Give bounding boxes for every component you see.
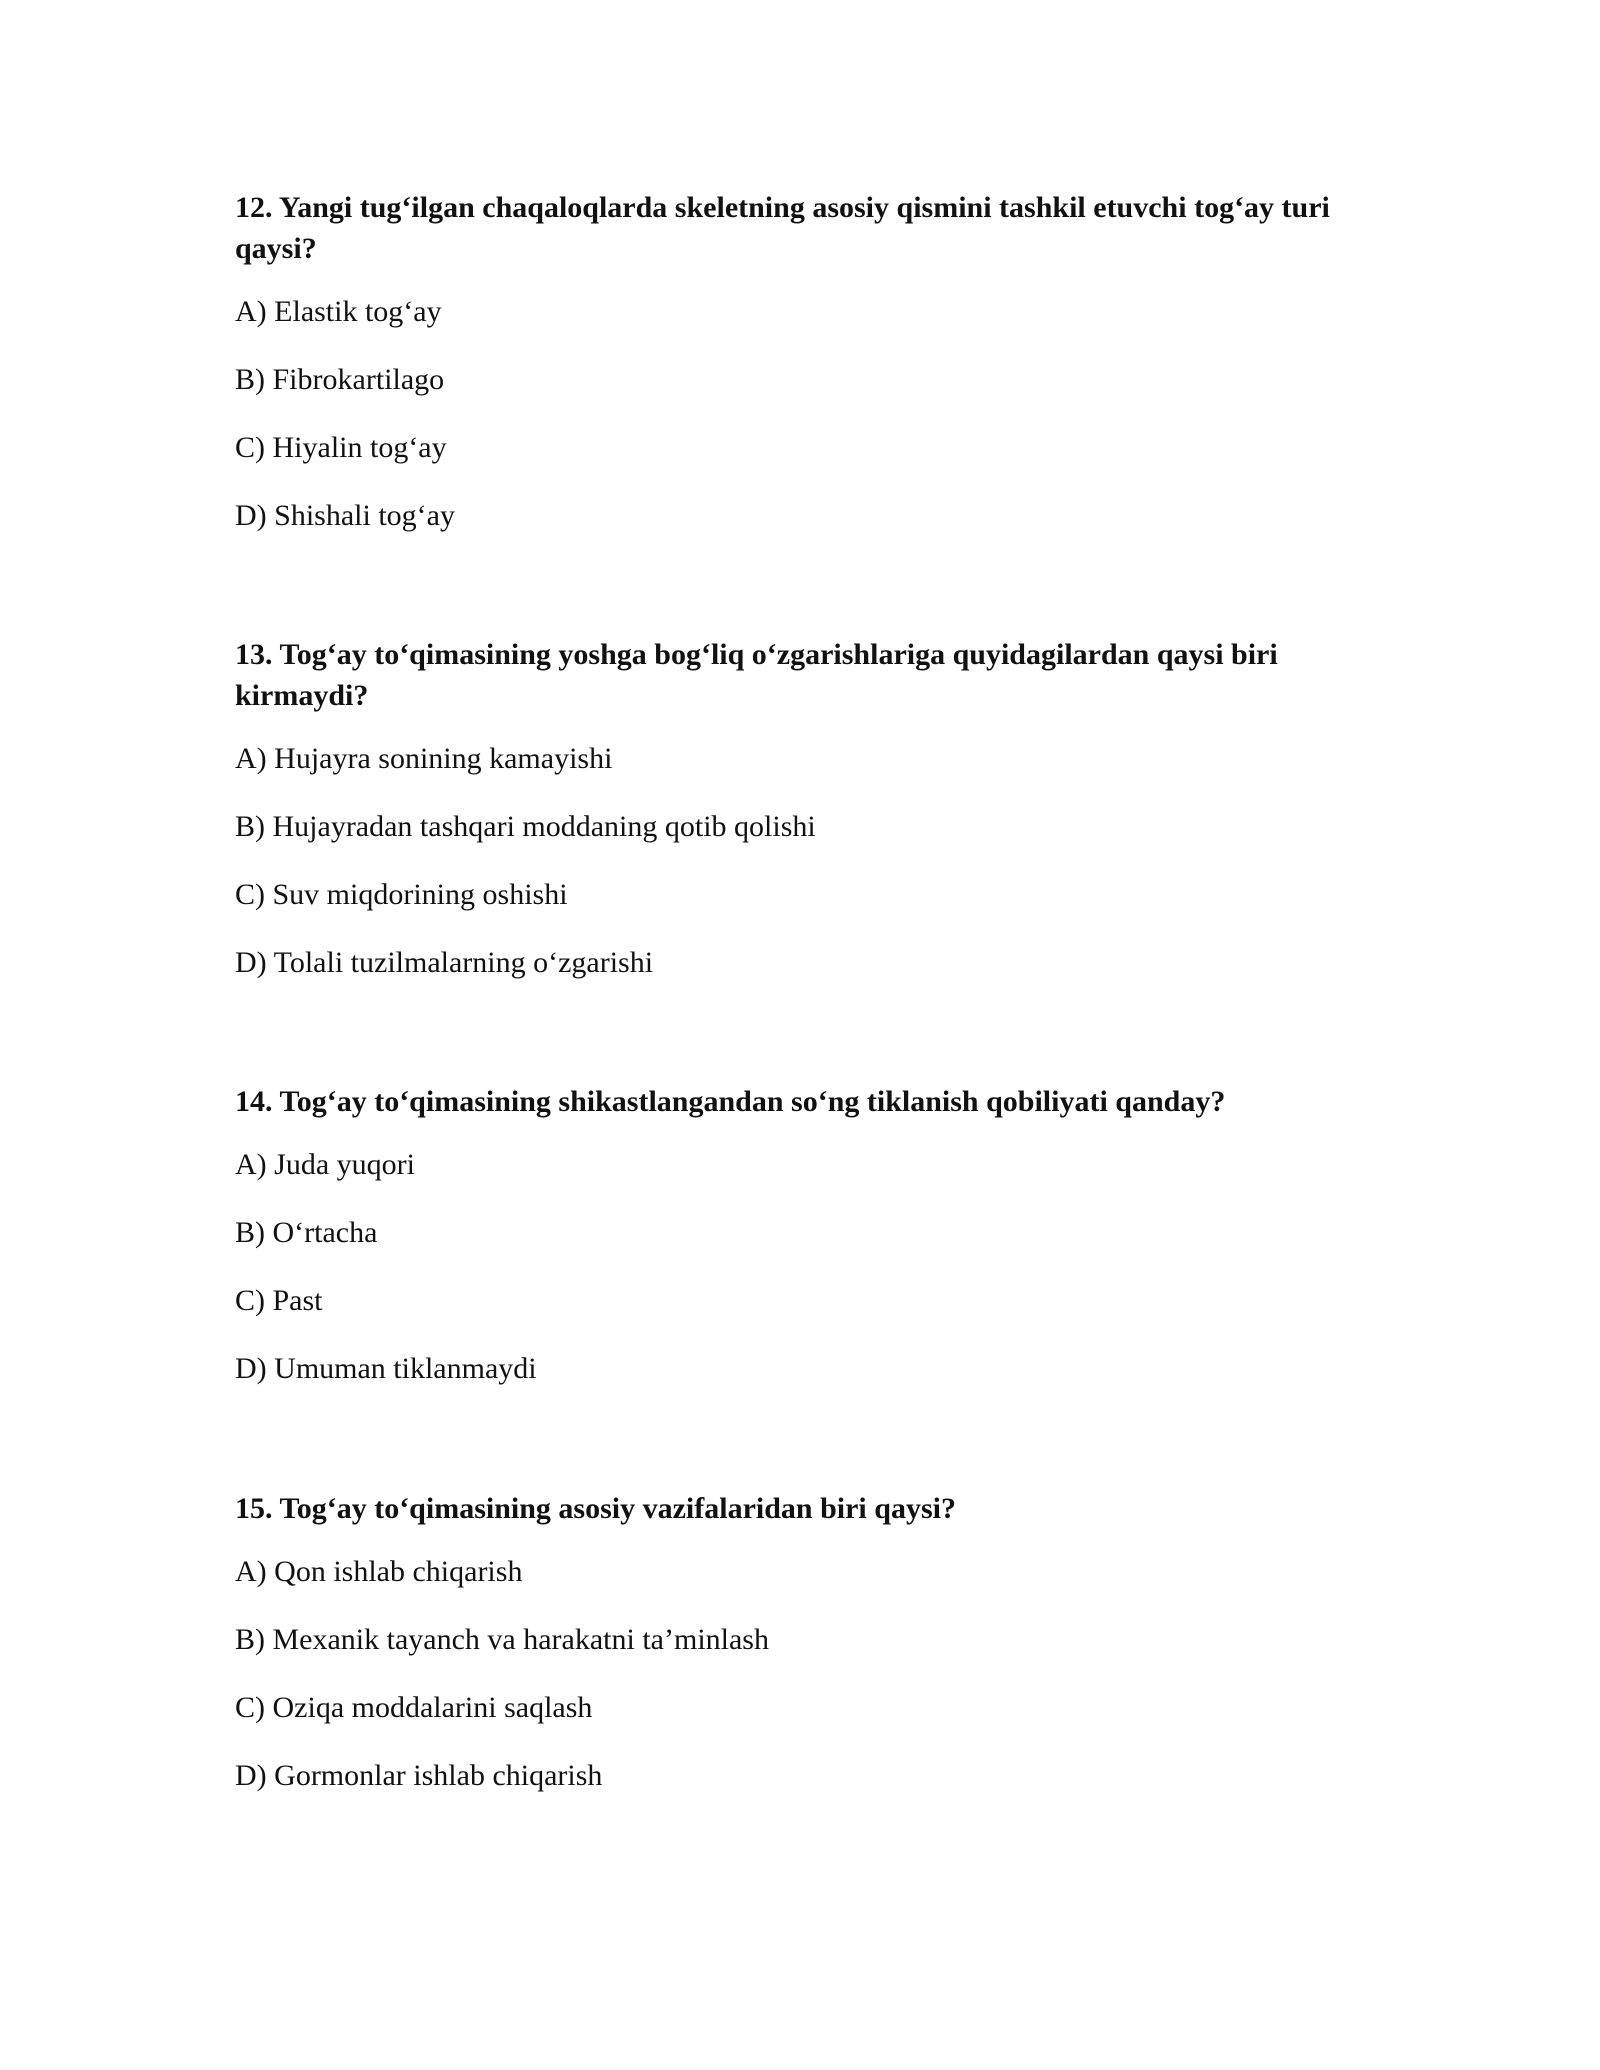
option-b: B) Hujayradan tashqari moddaning qotib qolishi (235, 810, 816, 843)
question-text: 13. Tog‘ay to‘qimasining yoshga bog‘liq o‘zgarishlariga quyidagilardan qaysi biri kirmaydi? (235, 638, 1278, 712)
option-b: B) Fibrokartilago (235, 363, 445, 396)
option-a: A) Hujayra sonining kamayishi (235, 742, 613, 775)
option-a: A) Qon ishlab chiqarish (235, 1555, 523, 1588)
option-c: C) Past (235, 1284, 323, 1317)
option-d: D) Shishali tog‘ay (235, 499, 455, 532)
question-text: 15. Tog‘ay to‘qimasining asosiy vazifalaridan biri qaysi? (235, 1492, 956, 1525)
option-b: B) O‘rtacha (235, 1216, 378, 1249)
option-c: C) Hiyalin tog‘ay (235, 431, 447, 464)
question-14 (235, 1081, 1365, 1420)
option-d: D) Gormonlar ishlab chiqarish (235, 1759, 603, 1792)
option-b: B) Mexanik tayanch va harakatni ta’minlash (235, 1623, 769, 1656)
question-12 (235, 187, 1365, 567)
option-c: C) Suv miqdorining oshishi (235, 878, 568, 911)
question-text: 14. Tog‘ay to‘qimasining shikastlangandan so‘ng tiklanish qobiliyati qanday? (235, 1085, 1226, 1118)
question-13 (235, 634, 1365, 1014)
question-text: 12. Yangi tug‘ilgan chaqaloqlarda skeletning asosiy qismini tashkil etuvchi tog‘ay turi qaysi? (235, 191, 1330, 265)
option-a: A) Juda yuqori (235, 1148, 415, 1181)
option-c: C) Oziqa moddalarini saqlash (235, 1691, 593, 1724)
option-d: D) Umuman tiklanmaydi (235, 1352, 537, 1385)
option-a: A) Elastik tog‘ay (235, 295, 442, 328)
question-15 (235, 1488, 1365, 1827)
option-d: D) Tolali tuzilmalarning o‘zgarishi (235, 946, 654, 979)
